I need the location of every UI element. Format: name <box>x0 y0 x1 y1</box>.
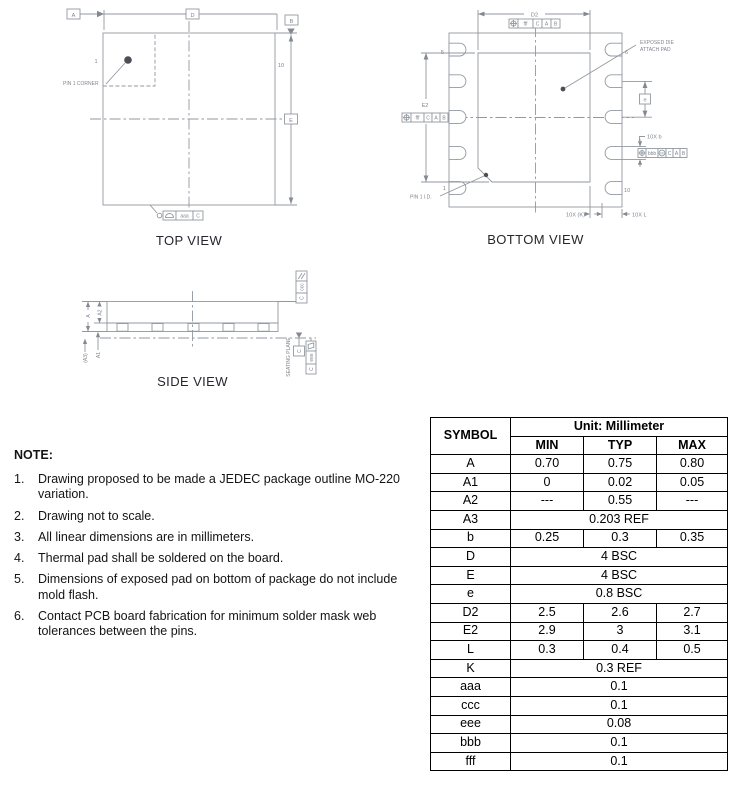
exposed-pad-label-1: EXPOSED DIE <box>640 40 674 46</box>
note-number: 4. <box>14 551 25 565</box>
pin6-number: 6 <box>625 50 629 56</box>
symbol-cell: E2 <box>431 622 511 641</box>
min-cell: 0.25 <box>511 529 584 548</box>
notes-heading: NOTE: <box>14 448 53 462</box>
note-number: 2. <box>14 508 25 523</box>
table-row <box>431 752 728 771</box>
fcf-ccc-datum-label: C <box>299 296 306 300</box>
symbol-cell: E <box>431 566 511 585</box>
note-text: Dimensions of exposed pad on bottom of package do not include mold flash. <box>38 572 398 602</box>
top-view-drawing <box>63 9 298 220</box>
table-row <box>431 566 728 585</box>
exposed-pad-outline <box>478 53 590 182</box>
typ-cell: 3 <box>584 622 657 641</box>
top-view-title: TOP VIEW <box>155 233 223 248</box>
value-cell: 0.08 <box>511 715 728 734</box>
value-cell: 0.8 BSC <box>511 585 728 604</box>
table-row <box>431 734 728 753</box>
side-view-title: SIDE VIEW <box>157 374 228 389</box>
pad <box>605 182 622 195</box>
fcf-aaa-datum-label: C <box>196 213 200 220</box>
table-row <box>431 455 728 474</box>
max-cell: 0.80 <box>657 455 728 474</box>
note-number: 3. <box>14 529 25 544</box>
symbol-cell: A1 <box>431 473 511 492</box>
symbol-cell: eee <box>431 715 511 734</box>
pin1-number: 1 <box>442 186 446 192</box>
symbol-cell: bbb <box>431 734 511 753</box>
dimension-table <box>430 417 728 771</box>
table-row <box>431 510 728 529</box>
symbol-cell: D2 <box>431 603 511 622</box>
symbol-cell: aaa <box>431 678 511 697</box>
table-row <box>431 641 728 660</box>
dim-a1-label: A1 <box>96 351 102 359</box>
table-row <box>431 473 728 492</box>
note-item <box>14 509 418 524</box>
symbol-cell: b <box>431 529 511 548</box>
pad <box>605 111 622 124</box>
symbol-cell: A2 <box>431 492 511 511</box>
min-cell: 0.3 <box>511 641 584 660</box>
symbol-header: SYMBOL <box>431 418 511 455</box>
value-cell: 0.203 REF <box>511 510 728 529</box>
dim-table-body <box>431 455 728 771</box>
fcf-aaa-label: aaa <box>180 213 189 220</box>
table-row <box>431 678 728 697</box>
max-cell: --- <box>657 492 728 511</box>
dim-a-label: A <box>86 314 92 318</box>
fcf-eee-datum-label: C <box>309 367 315 371</box>
note-text: Thermal pad shall be soldered on the board. <box>38 551 284 565</box>
notes-section <box>14 448 418 645</box>
side-view-drawing <box>82 271 316 377</box>
table-row <box>431 585 728 604</box>
dim-k-label: 10X (K) <box>566 212 585 219</box>
note-text: Drawing proposed to be made a JEDEC package outline MO-220 variation. <box>38 472 401 502</box>
max-cell: 3.1 <box>657 622 728 641</box>
max-cell: 0.5 <box>657 641 728 660</box>
table-row <box>431 492 728 511</box>
note-text: Drawing not to scale. <box>38 508 155 523</box>
symbol-cell: A3 <box>431 510 511 529</box>
bottom-view-drawing <box>402 10 687 219</box>
pin1-id-dot <box>484 173 488 177</box>
value-cell: 0.1 <box>511 696 728 715</box>
typ-header: TYP <box>584 436 657 455</box>
symbol-cell: K <box>431 659 511 678</box>
dim-a3-label: (A3) <box>83 353 89 363</box>
dim-b-label: 10X b <box>647 134 662 141</box>
note-number: 1. <box>14 472 25 486</box>
fcf-fff-label: fff <box>523 21 528 28</box>
fcf-datum-a: A <box>674 151 679 158</box>
fcf-datum-b: B <box>553 21 558 28</box>
unit-header: Unit: Millimeter <box>511 418 728 437</box>
min-cell: 2.9 <box>511 622 584 641</box>
fcf-fff-label: fff <box>415 115 420 122</box>
symbol-cell: ccc <box>431 696 511 715</box>
table-row <box>431 603 728 622</box>
pin1-corner-label: PIN 1 CORNER <box>63 81 99 87</box>
fcf-datum-c: C <box>426 115 430 122</box>
svg-text:M: M <box>660 151 664 156</box>
typ-cell: 2.6 <box>584 603 657 622</box>
fcf-eee-label: eee <box>309 353 315 362</box>
dim-d2-label: D2 <box>530 12 539 19</box>
table-row <box>431 548 728 567</box>
min-header: MIN <box>511 436 584 455</box>
min-cell: 0 <box>511 473 584 492</box>
table-row <box>431 715 728 734</box>
dim-l-label: 10X L <box>632 212 647 219</box>
value-cell: 0.1 <box>511 734 728 753</box>
typ-cell: 0.02 <box>584 473 657 492</box>
pin1-id-label: PIN 1 I.D. <box>410 194 432 201</box>
note-item <box>14 572 418 603</box>
max-cell: 0.35 <box>657 529 728 548</box>
exposed-pad-label-2: ATTACH PAD <box>640 47 671 53</box>
datum-b-label: B <box>289 18 294 25</box>
typ-cell: 0.55 <box>584 492 657 511</box>
symbol-cell: A <box>431 455 511 474</box>
pin1-dot <box>124 56 132 64</box>
min-cell: 0.70 <box>511 455 584 474</box>
max-header: MAX <box>657 436 728 455</box>
seating-plane-label: SEATING PLANE <box>286 337 292 377</box>
value-cell: 0.1 <box>511 678 728 697</box>
pad <box>605 43 622 56</box>
note-item <box>14 609 418 640</box>
fcf-ccc-label: ccc <box>299 283 306 291</box>
fcf-datum-b: B <box>442 115 446 122</box>
pin1-number: 1 <box>94 59 98 65</box>
pad <box>449 75 466 88</box>
dim-e2-label: E2 <box>421 103 429 109</box>
min-cell: 2.5 <box>511 603 584 622</box>
fcf-bbb-label: bbb <box>647 151 657 158</box>
typ-cell: 0.75 <box>584 455 657 474</box>
dim-e-label: E <box>289 117 293 124</box>
datum-a-label: A <box>71 12 76 19</box>
symbol-cell: e <box>431 585 511 604</box>
symbol-cell: L <box>431 641 511 660</box>
fcf-datum-c: C <box>535 21 540 28</box>
max-cell: 2.7 <box>657 603 728 622</box>
note-text: All linear dimensions are in millimeters. <box>38 529 255 544</box>
table-row <box>431 696 728 715</box>
table-row <box>431 659 728 678</box>
bottom-view-title: BOTTOM VIEW <box>487 232 584 247</box>
value-cell: 0.3 REF <box>511 659 728 678</box>
fcf-datum-c: C <box>667 151 672 158</box>
note-item <box>14 472 418 503</box>
max-cell: 0.05 <box>657 473 728 492</box>
pad <box>449 147 466 160</box>
value-cell: 0.1 <box>511 752 728 771</box>
exposed-pad-dot <box>561 87 566 92</box>
dim-a2-label: A2 <box>97 309 104 316</box>
table-row <box>431 622 728 641</box>
table-row <box>431 529 728 548</box>
pad <box>449 111 466 124</box>
dim-e-pitch-label: e <box>643 97 647 104</box>
value-cell: 4 BSC <box>511 566 728 585</box>
symbol-cell: D <box>431 548 511 567</box>
notes-list <box>14 472 418 639</box>
note-number: 5. <box>14 572 25 587</box>
dim-d-label: D <box>190 12 195 19</box>
pin5-number: 5 <box>440 50 444 56</box>
fcf-datum-a: A <box>544 21 549 28</box>
datum-c-label: C <box>297 349 303 353</box>
fcf-datum-b: B <box>681 151 686 158</box>
pin10-number: 10 <box>624 188 631 194</box>
value-cell: 4 BSC <box>511 548 728 567</box>
note-text: Contact PCB board fabrication for minimum solder mask web tolerances between the pins. <box>38 608 377 638</box>
pad <box>605 75 622 88</box>
typ-cell: 0.4 <box>584 641 657 660</box>
fcf-datum-a: A <box>434 115 438 122</box>
note-item <box>14 530 418 545</box>
pad <box>449 43 466 56</box>
min-cell: --- <box>511 492 584 511</box>
note-item <box>14 551 418 566</box>
typ-cell: 0.3 <box>584 529 657 548</box>
note-number: 6. <box>14 608 25 623</box>
pin10-number: 10 <box>277 63 285 69</box>
pad <box>605 147 622 160</box>
symbol-cell: fff <box>431 752 511 771</box>
